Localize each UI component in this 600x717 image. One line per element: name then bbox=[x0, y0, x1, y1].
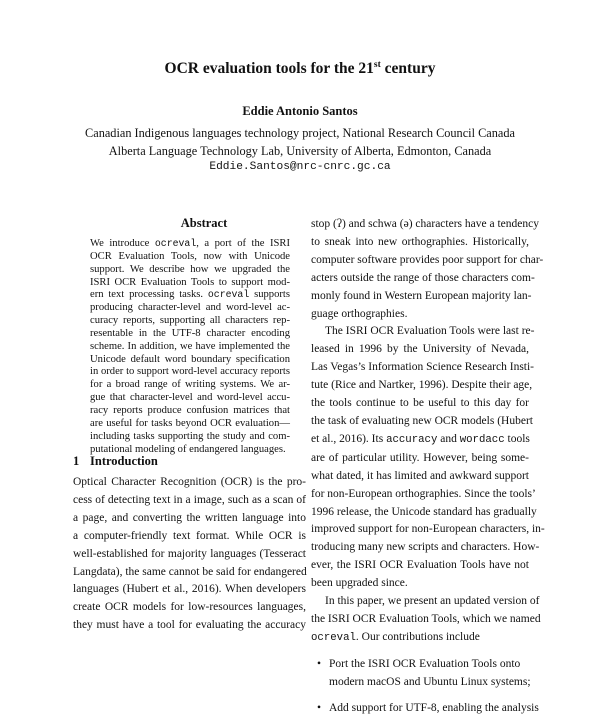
text-line: are of particular utility. However, being some- bbox=[311, 451, 529, 464]
text-line: et al., 2016). Its accuracy and wordacc tools bbox=[311, 432, 530, 446]
text-line: racy reports produce confusion matrices that bbox=[90, 404, 290, 416]
text-line: Unicode default word boundary specification bbox=[90, 353, 290, 365]
text-line: a computer-friendly text format. While OCR is bbox=[73, 529, 306, 542]
text-line: been upgraded since. bbox=[311, 577, 408, 590]
text-line: for a broad range of writing systems. We ar- bbox=[90, 379, 290, 391]
code-term: ocreval bbox=[207, 289, 250, 301]
text-line: guage orthographies. bbox=[311, 307, 408, 320]
text-line: acters outside the range of those characters com- bbox=[311, 271, 535, 284]
bullet-icon: • bbox=[317, 657, 322, 670]
introduction-text bbox=[73, 474, 306, 635]
text-line: are useful for tasks beyond OCR evaluation— bbox=[90, 417, 290, 429]
text-line: in order to support word-level accuracy reports bbox=[90, 366, 290, 378]
paragraph bbox=[311, 323, 545, 593]
text-line: OCR Evaluation Tools, now with Unicode bbox=[90, 250, 290, 262]
text-line: well-established for majority languages (Tesseract bbox=[73, 547, 306, 560]
text-line: We introduce ocreval, a port of the ISRI bbox=[90, 238, 290, 249]
text-line: curacy reports, supporting all characters rep- bbox=[90, 315, 290, 327]
section-number: 1 bbox=[73, 454, 80, 468]
text-line: resentable in the UTF-8 character encoding bbox=[90, 327, 290, 339]
text-line: putational modeling of endangered languages. bbox=[90, 443, 286, 455]
text-line: Optical Character Recognition (OCR) is the pro- bbox=[73, 476, 306, 488]
text-line: what dated, it has limited and awkward support bbox=[311, 469, 529, 482]
author-name: Eddie Antonio Santos bbox=[242, 104, 358, 118]
text-line: computer software provides poor support for char- bbox=[311, 253, 544, 266]
text-line: troducing many new scripts and characters. How- bbox=[311, 541, 540, 554]
text-line: stop (ʔ) and schwa (ə) characters have a tendency bbox=[311, 218, 539, 230]
text-line: ern text processing tasks. ocreval supports bbox=[90, 289, 290, 301]
code-term: accuracy bbox=[386, 433, 438, 446]
code-term: ocreval bbox=[154, 238, 197, 249]
text-line: 1996 release, the Unicode standard has gradually bbox=[311, 505, 537, 518]
section-title: Introduction bbox=[90, 454, 158, 468]
author-email: Eddie.Santos@nrc-cnrc.gc.ca bbox=[209, 161, 391, 173]
code-term: ocreval bbox=[311, 631, 356, 644]
text-line: tute (Rice and Nartker, 1996). Despite their age, bbox=[311, 379, 533, 392]
list-item: • Add support for UTF-8, enabling the analysis bbox=[311, 700, 529, 717]
text-line: a page, and converting the written language into bbox=[73, 511, 306, 524]
abstract-heading: Abstract bbox=[180, 216, 228, 230]
right-column bbox=[311, 216, 545, 717]
text-line: ISRI OCR Evaluation Tools to support mod- bbox=[90, 276, 290, 288]
text-line: ocreval. Our contributions include bbox=[311, 630, 480, 644]
text-line: Langdata), the same cannot be said for endangered bbox=[73, 565, 307, 578]
text-line: cess of detecting text in a image, such as a scan of bbox=[73, 493, 306, 506]
text-line: languages (Hubert et al., 2016). When developers bbox=[73, 583, 306, 596]
text-line: including tasks supporting the study and com- bbox=[90, 430, 290, 442]
text-line: improved support for non-European characters, in- bbox=[311, 523, 545, 536]
paragraph bbox=[311, 216, 544, 323]
paper-title: OCR evaluation tools for the 21st century bbox=[164, 60, 436, 78]
affiliation-1: Canadian Indigenous languages technology project, National Research Council Canada bbox=[85, 126, 515, 140]
text-line: leased in 1996 by the University of Nevada, bbox=[311, 343, 529, 356]
text-line: monly found in Western European majority lan- bbox=[311, 289, 532, 302]
text-line: producing character-level and word-level ac- bbox=[90, 302, 290, 314]
text-line: the ISRI OCR Evaluation Tools, which we named bbox=[311, 612, 541, 625]
text-line: the task of evaluating new OCR models (Hubert bbox=[311, 414, 533, 427]
text-line: Las Vegas’s Information Science Research Insti- bbox=[311, 361, 535, 374]
text-line: the tools continue to be useful to this day for bbox=[311, 397, 529, 410]
code-term: wordacc bbox=[459, 433, 505, 446]
text-line: scheme. In addition, we have implemented the bbox=[90, 340, 290, 352]
text-line: for non-European orthographies. Since the tools’ bbox=[311, 487, 536, 500]
abstract-text bbox=[90, 238, 290, 456]
text-line: ever, the ISRI OCR Evaluation Tools have not bbox=[311, 559, 529, 572]
text-line: create OCR models for low-resources languages, bbox=[73, 601, 306, 614]
text-line: support. We describe how we upgraded the bbox=[90, 263, 290, 275]
text-line: they must have a tool for evaluating the accuracy bbox=[73, 619, 306, 632]
text-line: to sneak into new orthographies. Historically, bbox=[311, 235, 529, 248]
affiliation-2: Alberta Language Technology Lab, University of Alberta, Edmonton, Canada bbox=[108, 144, 492, 158]
text-line: In this paper, we present an updated version of bbox=[325, 595, 540, 608]
paragraph bbox=[311, 593, 541, 648]
section-heading bbox=[73, 454, 158, 469]
bullet-icon: • bbox=[317, 701, 322, 714]
text-line: The ISRI OCR Evaluation Tools were last re- bbox=[325, 325, 535, 338]
list-item: • Port the ISRI OCR Evaluation Tools onto modern macOS and Ubuntu Linux systems; bbox=[317, 657, 531, 688]
text-line: gue that character-level and word-level accu- bbox=[90, 392, 290, 404]
